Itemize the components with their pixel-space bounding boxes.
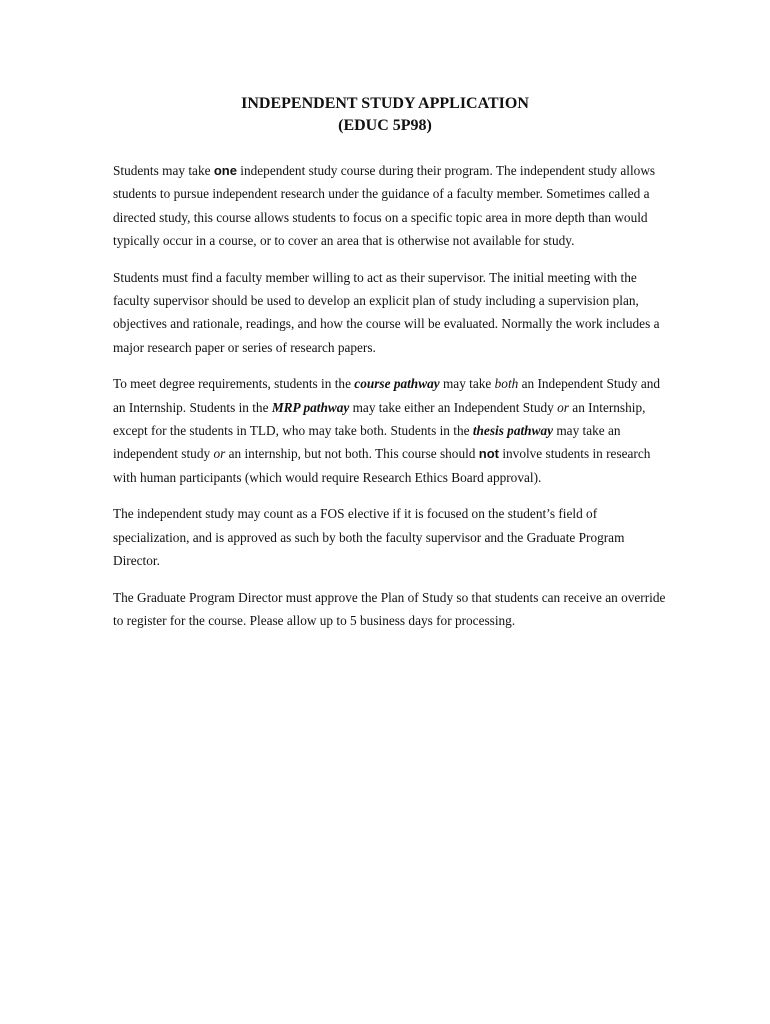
p1-text-c: independent study course during their program. The independent study allows students to pursue independent research under the guidance of a faculty member. Sometimes called a directed study, this course allows students to focus on a specific topic area in more depth than would typically occur in a course, or to cover an area that is otherwise not available for study. [113,163,656,249]
document-body [113,159,673,645]
paragraph-3 [113,372,673,489]
p3-s5: an Independent Study and an Internship. Students in the [113,376,661,415]
p3-not: not [478,446,499,462]
p3-both: both [494,376,519,392]
p3-or-2: or [213,446,226,462]
p3-s13: an internship, but not both. This course should [225,446,479,462]
p3-s15: involve students in research with human participants (which would require Research Ethics Board approval). [113,446,651,485]
paragraph-2: Students must find a faculty member willing to act as their supervisor. The initial meeting with the faculty supervisor should be used to develop an explicit plan of study including a supervision plan, objectives and rationale, readings, and how the course will be evaluated. Normally the work includes a major research paper or series of research papers. [113,269,660,355]
p3-mrp-pathway: MRP pathway [271,399,350,415]
p1-emphasis-one: one [213,163,237,178]
document-title: INDEPENDENT STUDY APPLICATION [241,95,529,112]
paragraph-5: The Graduate Program Director must approve the Plan of Study so that students can receive an override to register for the course. Please allow up to 5 business days for processing. [113,589,666,628]
p1-text-a: Students may take [113,163,214,178]
p3-course-pathway: course pathway [354,376,440,392]
p3-thesis-pathway: thesis pathway [472,423,553,439]
course-code: (EDUC 5P98) [338,117,432,134]
p3-s9: an Internship, except for the students in TLD, who may take both. Students in the [113,399,646,439]
p3-or-1: or [557,399,569,415]
p3-s3: may take [439,376,495,392]
paragraph-1 [113,159,673,253]
p3-s11: may take an independent study [113,423,621,462]
p3-s7: may take either an Independent Study [349,399,558,415]
p3-s1: To meet degree requirements, students in the [113,376,355,392]
paragraph-4: The independent study may count as a FOS elective if it is focused on the student’s field of specialization, and is approved as such by both the faculty supervisor and the Graduate Program Director. [113,506,625,569]
